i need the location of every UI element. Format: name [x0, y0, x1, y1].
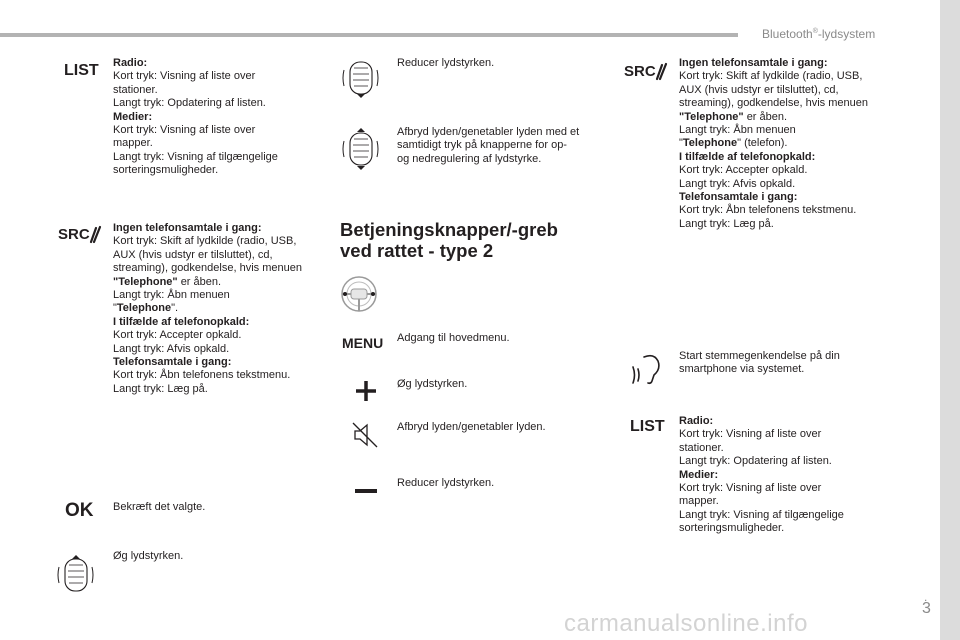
right-src-description: Ingen telefonsamtale i gang: Kort tryk: Skift af lydkilde (radio, USB, AUX (hvis udstyr er tilsluttet), cd, streaming), godkendelse, hvis menuen "Telephone" er åben. Langt tryk: Åbn menuen "Telephone" (telefon). I tilfælde af telefonopkald: Kort tryk: Accepter opkald. Langt tryk: Afvis opkald. Telefonsamtale i gang: Kort tryk: Åbn telefonens tekstmenu. Langt tryk: Læg på. — [679, 57, 868, 230]
middle-mute-description: Afbryd lyden/genetabler lyden. — [397, 421, 546, 433]
page-edge-bar — [940, 0, 960, 640]
middle-menu-description: Adgang til hovedmenu. — [397, 332, 510, 344]
header-rule — [0, 33, 738, 37]
left-wheel-up-description: Øg lydstyrken. — [113, 550, 184, 562]
right-list-icon: LIST — [630, 418, 665, 435]
right-src-label: SRC — [624, 63, 656, 80]
src-label: SRC — [58, 226, 90, 243]
steering-wheel-icon — [337, 275, 381, 313]
src-phone-icon — [58, 225, 106, 245]
right-list-description: Radio: Kort tryk: Visning af liste over stationer. Langt tryk: Opdatering af listen. Medier: Kort tryk: Visning af liste over mapper. Langt tryk: Visning af tilgængelige sorteringsmuligheder. — [679, 415, 844, 535]
thumbwheel-down-icon — [342, 58, 386, 98]
ok-icon: OK — [65, 500, 94, 521]
middle-plus-description: Øg lydstyrken. — [397, 378, 468, 390]
plus-icon — [355, 380, 377, 402]
mute-icon — [352, 422, 378, 448]
minus-icon — [355, 489, 377, 495]
menu-icon: MENU — [342, 335, 384, 351]
thumbwheel-up-icon — [57, 555, 101, 595]
right-src-phone-icon — [624, 62, 672, 82]
left-src-description: Ingen telefonsamtale i gang: Kort tryk: Skift af lydkilde (radio, USB, AUX (hvis udstyr er tilsluttet), cd, streaming), godkendelse, hvis menuen "Telephone" er åben. Langt tryk: Åbn menuen "Telephone". I tilfælde af telefonopkald: Kort tryk: Accepter opkald. Langt tryk: Afvis opkald. Telefonsamtale i gang: Kort tryk: Åbn telefonens tekstmenu. Langt tryk: Læg på. — [113, 222, 302, 395]
thumbwheel-press-icon — [342, 128, 386, 170]
voice-recognition-icon — [630, 353, 664, 387]
middle-wheel-down-description: Reducer lydstyrken. — [397, 57, 495, 69]
middle-minus-description: Reducer lydstyrken. — [397, 477, 495, 489]
watermark: carmanualsonline.info — [564, 610, 808, 637]
right-voice-description: Start stemmegenkendelse på din smartphone via systemet. — [679, 350, 840, 376]
section-title: Bluetooth®-lydsystem — [762, 27, 876, 41]
page-number: 3 — [922, 600, 931, 617]
section-heading: Betjeningsknapper/-greb ved rattet - type 2 — [340, 219, 558, 261]
list-icon: LIST — [64, 62, 99, 79]
left-list-description: Radio: Kort tryk: Visning af liste over stationer. Langt tryk: Opdatering af listen. Medier: Kort tryk: Visning af liste over mapper. Langt tryk: Visning af tilgængelige sorteringsmuligheder. — [113, 57, 278, 177]
handset-icon — [58, 225, 106, 245]
right-handset-icon — [624, 62, 672, 82]
left-ok-description: Bekræft det valgte. — [113, 501, 206, 513]
page-dot: . — [924, 590, 928, 604]
middle-mute-both-description: Afbryd lyden/genetabler lyden med et samtidigt tryk på knapperne for op- og nedregulering af lydstyrke. — [397, 126, 580, 165]
